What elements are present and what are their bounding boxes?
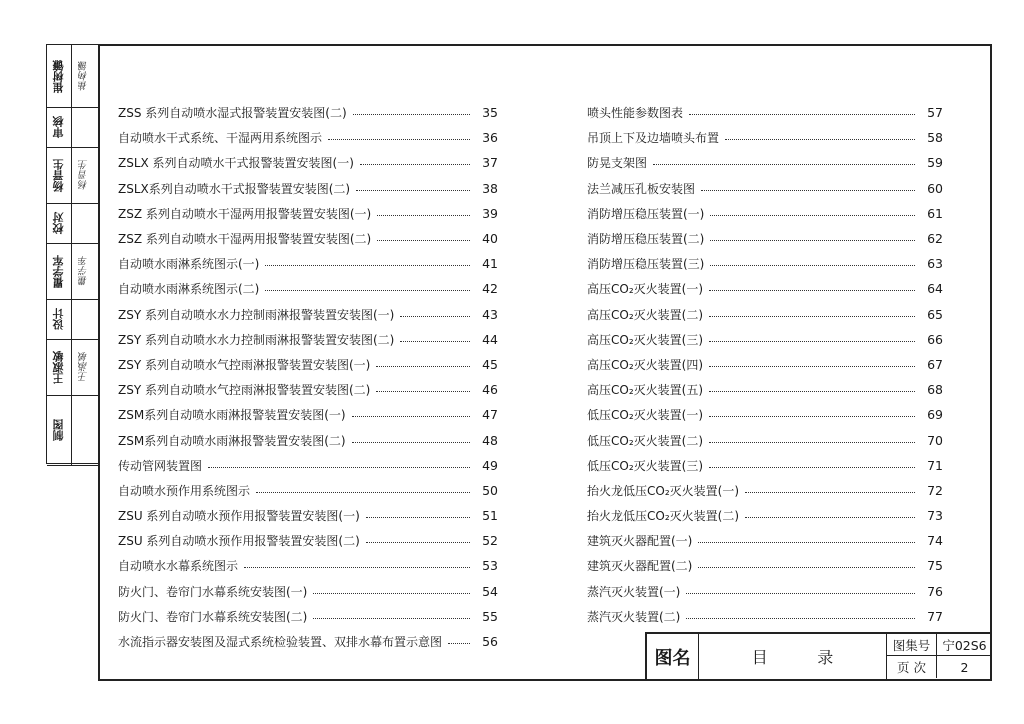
toc-entry-title: 蒸汽灭火装置(二)	[587, 609, 681, 624]
toc-entry-page: 57	[927, 105, 943, 121]
toc-dot-leader	[725, 139, 915, 140]
toc-entry-title: 消防增压稳压装置(一)	[587, 206, 705, 221]
toc-entry-page: 43	[482, 306, 498, 322]
signature-role-text: 王淑敏	[52, 350, 65, 384]
toc-entry	[118, 352, 498, 377]
toc-entry	[118, 226, 498, 251]
toc-entry-page: 53	[482, 558, 498, 574]
toc-entry	[587, 226, 943, 251]
toc-entry-title: 建筑灭火器配置(二)	[587, 559, 693, 574]
toc-entry-title: ZSU 系列自动喷水预作用报警装置安装图(一)	[118, 509, 360, 524]
toc-entry-title: 抬火龙低压CO₂灭火装置(一)	[587, 483, 739, 498]
toc-entry-page: 55	[482, 608, 498, 624]
title-block	[645, 632, 990, 679]
toc-entry	[118, 579, 498, 604]
toc-entry-page: 66	[927, 331, 943, 347]
atlas-number-value: 宁02S6	[937, 634, 992, 656]
signature-row	[47, 45, 98, 108]
toc-entry-title: 自动喷水雨淋系统图示(二)	[118, 282, 260, 297]
toc-entry-title: ZSS 系列自动喷水湿式报警装置安装图(二)	[118, 106, 347, 121]
toc-entry-page: 61	[927, 205, 943, 221]
toc-dot-leader	[400, 316, 470, 317]
toc-entry-title: 防火门、卷帘门水幕系统安装图(一)	[118, 584, 308, 599]
toc-entry	[118, 251, 498, 276]
toc-dot-leader	[686, 593, 915, 594]
toc-entry	[118, 402, 498, 427]
signature-role	[47, 299, 72, 339]
toc-entry	[118, 100, 498, 125]
atlas-number-label: 图集号	[887, 634, 937, 656]
signature-role	[47, 395, 72, 465]
toc-entry-page: 76	[927, 583, 943, 599]
toc-right-column	[587, 100, 943, 629]
signature-row	[47, 299, 98, 340]
toc-entry-title: ZSY 系列自动喷水水力控制雨淋报警装置安装图(二)	[118, 332, 395, 347]
signature-text: 王淑敏	[79, 352, 90, 382]
toc-entry-page: 60	[927, 180, 943, 196]
toc-dot-leader	[366, 542, 470, 543]
toc-dot-leader	[366, 517, 470, 518]
toc-entry-page: 45	[482, 356, 498, 372]
toc-entry-title: 低压CO₂灭火装置(一)	[587, 408, 703, 423]
toc-dot-leader	[208, 467, 470, 468]
toc-entry-title: 高压CO₂灭火装置(四)	[587, 357, 703, 372]
toc-entry-title: ZSLX 系列自动喷水干式报警装置安装图(一)	[118, 156, 354, 171]
toc-entry-title: 自动喷水干式系统、干湿两用系统图示	[118, 131, 323, 146]
toc-entry-title: ZSM系列自动喷水雨淋报警装置安装图(二)	[118, 433, 346, 448]
toc-entry	[118, 150, 498, 175]
toc-entry-page: 49	[482, 457, 498, 473]
toc-dot-leader	[709, 341, 915, 342]
toc-entry-page: 52	[482, 533, 498, 549]
drawing-name-label: 图名	[647, 634, 699, 679]
toc-entry-title: 高压CO₂灭火装置(三)	[587, 332, 703, 347]
handwritten-signature	[71, 147, 98, 203]
toc-entry-title: 水流指示器安装图及湿式系统检验装置、双排水幕布置示意图	[118, 635, 443, 650]
signature-role-text: 崔树镰	[52, 59, 65, 93]
signature-role-text: 瞿学军	[52, 254, 65, 288]
signature-row	[47, 339, 98, 396]
toc-entry-page: 54	[482, 583, 498, 599]
toc-entry-page: 74	[927, 533, 943, 549]
toc-entry-page: 77	[927, 608, 943, 624]
handwritten-signature	[71, 299, 98, 339]
toc-entry	[118, 503, 498, 528]
toc-entry-title: 蒸汽灭火装置(一)	[587, 584, 681, 599]
toc-entry-page: 40	[482, 231, 498, 247]
toc-dot-leader	[360, 164, 470, 165]
toc-entry-title: ZSY 系列自动喷水气控雨淋报警装置安装图(二)	[118, 383, 371, 398]
toc-entry-page: 35	[482, 105, 498, 121]
toc-entry-page: 56	[482, 634, 498, 650]
toc-dot-leader	[709, 416, 915, 417]
signature-row	[47, 395, 98, 466]
toc-dot-leader	[709, 316, 915, 317]
toc-entry-title: ZSZ 系列自动喷水干湿两用报警装置安装图(一)	[118, 206, 372, 221]
toc-entry-title: 高压CO₂灭火装置(二)	[587, 307, 703, 322]
toc-entry	[118, 276, 498, 301]
toc-entry-page: 47	[482, 407, 498, 423]
toc-entry-page: 63	[927, 256, 943, 272]
toc-entry-page: 48	[482, 432, 498, 448]
toc-left-column	[118, 100, 498, 654]
signature-text: 杨晋生	[79, 160, 90, 190]
toc-dot-leader	[352, 416, 470, 417]
signature-role	[47, 339, 72, 395]
toc-entry-page: 64	[927, 281, 943, 297]
handwritten-signature	[71, 339, 98, 395]
drawing-title	[699, 634, 887, 679]
page-number-value: 2	[960, 659, 969, 675]
toc-entry	[587, 604, 943, 629]
toc-entry-page: 67	[927, 356, 943, 372]
toc-entry	[118, 478, 498, 503]
toc-dot-leader	[698, 567, 915, 568]
signature-text: 崔树镰	[79, 61, 90, 91]
toc-entry-page: 68	[927, 382, 943, 398]
toc-entry	[118, 125, 498, 150]
toc-entry-title: 自动喷水雨淋系统图示(一)	[118, 257, 260, 272]
drawing-title-char: 录	[817, 648, 834, 667]
toc-entry-title: ZSLX系列自动喷水干式报警装置安装图(二)	[118, 181, 351, 196]
toc-entry-page: 51	[482, 508, 498, 524]
toc-entry	[118, 201, 498, 226]
toc-entry	[118, 302, 498, 327]
toc-entry	[118, 453, 498, 478]
handwritten-signature	[71, 107, 98, 147]
toc-entry-title: ZSU 系列自动喷水预作用报警装置安装图(二)	[118, 534, 360, 549]
toc-entry	[118, 377, 498, 402]
signature-text: 瞿学军	[79, 256, 90, 286]
toc-entry	[587, 150, 943, 175]
toc-dot-leader	[356, 190, 470, 191]
toc-dot-leader	[328, 139, 470, 140]
toc-dot-leader	[653, 164, 915, 165]
toc-entry-title: 传动管网装置图	[118, 458, 203, 473]
toc-entry	[587, 251, 943, 276]
handwritten-signature	[71, 203, 98, 243]
toc-entry-page: 62	[927, 231, 943, 247]
signature-role-text: 设计	[52, 308, 65, 330]
signature-role	[47, 45, 72, 107]
toc-entry	[118, 553, 498, 578]
toc-dot-leader	[352, 442, 470, 443]
toc-entry-title: ZSZ 系列自动喷水干湿两用报警装置安装图(二)	[118, 232, 372, 247]
toc-entry-title: 建筑灭火器配置(一)	[587, 534, 693, 549]
signature-role-text: 审核	[52, 116, 65, 138]
toc-dot-leader	[745, 517, 915, 518]
toc-entry	[587, 402, 943, 427]
toc-dot-leader	[377, 215, 470, 216]
toc-entry-page: 59	[927, 155, 943, 171]
toc-entry-title: ZSY 系列自动喷水气控雨淋报警装置安装图(一)	[118, 357, 371, 372]
toc-entry-page: 69	[927, 407, 943, 423]
toc-dot-leader	[698, 542, 915, 543]
toc-entry-page: 46	[482, 382, 498, 398]
page-number-label: 页 次	[887, 656, 937, 678]
toc-dot-leader	[448, 643, 470, 644]
signature-role	[47, 147, 72, 203]
toc-dot-leader	[710, 265, 915, 266]
toc-dot-leader	[256, 492, 470, 493]
toc-entry	[587, 176, 943, 201]
signature-row	[47, 243, 98, 300]
signature-role	[47, 243, 72, 299]
toc-entry	[118, 427, 498, 452]
toc-entry-page: 36	[482, 130, 498, 146]
toc-dot-leader	[400, 341, 470, 342]
toc-entry-title: 喷头性能参数图表	[587, 106, 684, 121]
toc-entry-title: 低压CO₂灭火装置(三)	[587, 458, 703, 473]
toc-entry-title: 自动喷水水幕系统图示	[118, 559, 239, 574]
signature-row	[47, 107, 98, 148]
toc-entry-page: 71	[927, 457, 943, 473]
toc-entry	[587, 100, 943, 125]
toc-entry	[587, 327, 943, 352]
toc-dot-leader	[689, 114, 915, 115]
toc-entry	[587, 427, 943, 452]
toc-entry	[587, 125, 943, 150]
toc-entry	[587, 302, 943, 327]
toc-dot-leader	[710, 240, 915, 241]
handwritten-signature	[71, 45, 98, 107]
toc-entry	[587, 377, 943, 402]
toc-entry-page: 72	[927, 482, 943, 498]
toc-entry	[118, 176, 498, 201]
toc-dot-leader	[745, 492, 915, 493]
toc-entry-page: 75	[927, 558, 943, 574]
toc-entry	[587, 453, 943, 478]
toc-entry	[587, 528, 943, 553]
toc-entry-title: 法兰减压孔板安装图	[587, 181, 696, 196]
toc-entry-page: 41	[482, 256, 498, 272]
drawing-title-char: 目	[751, 648, 768, 667]
toc-entry-page: 70	[927, 432, 943, 448]
signature-role	[47, 107, 72, 147]
toc-entry	[587, 553, 943, 578]
toc-entry-page: 58	[927, 130, 943, 146]
toc-entry-title: 防火门、卷帘门水幕系统安装图(二)	[118, 609, 308, 624]
toc-entry-page: 44	[482, 331, 498, 347]
signature-role-text: 制图	[52, 419, 65, 441]
signature-role-text: 校对	[52, 212, 65, 234]
toc-entry	[587, 478, 943, 503]
toc-entry-page: 37	[482, 155, 498, 171]
toc-dot-leader	[313, 618, 470, 619]
toc-entry-title: ZSM系列自动喷水雨淋报警装置安装图(一)	[118, 408, 346, 423]
toc-dot-leader	[265, 290, 470, 291]
toc-entry	[118, 327, 498, 352]
toc-dot-leader	[709, 290, 915, 291]
toc-entry-page: 50	[482, 482, 498, 498]
handwritten-signature	[71, 395, 98, 465]
toc-dot-leader	[709, 467, 915, 468]
toc-dot-leader	[376, 366, 470, 367]
toc-entry	[587, 201, 943, 226]
toc-dot-leader	[709, 391, 915, 392]
toc-entry-title: 防晃支架图	[587, 156, 648, 171]
toc-entry-title: 低压CO₂灭火装置(二)	[587, 433, 703, 448]
toc-dot-leader	[701, 190, 915, 191]
toc-entry-title: 抬火龙低压CO₂灭火装置(二)	[587, 509, 739, 524]
toc-dot-leader	[376, 391, 470, 392]
signature-strip	[46, 44, 98, 464]
toc-entry	[118, 528, 498, 553]
toc-dot-leader	[710, 215, 915, 216]
toc-entry	[118, 604, 498, 629]
toc-entry	[587, 503, 943, 528]
toc-entry-title: 吊顶上下及边墙喷头布置	[587, 131, 720, 146]
toc-dot-leader	[313, 593, 470, 594]
toc-entry	[587, 352, 943, 377]
toc-entry-title: 自动喷水预作用系统图示	[118, 483, 251, 498]
toc-dot-leader	[377, 240, 470, 241]
toc-entry-page: 42	[482, 281, 498, 297]
handwritten-signature	[71, 243, 98, 299]
toc-entry-title: ZSY 系列自动喷水水力控制雨淋报警装置安装图(一)	[118, 307, 395, 322]
toc-entry-title: 消防增压稳压装置(二)	[587, 232, 705, 247]
toc-dot-leader	[709, 442, 915, 443]
toc-dot-leader	[686, 618, 915, 619]
toc-entry	[587, 276, 943, 301]
toc-entry	[118, 629, 498, 654]
toc-entry-page: 39	[482, 205, 498, 221]
signature-role-text: 杨晋生	[52, 158, 65, 192]
toc-entry-page: 65	[927, 306, 943, 322]
toc-dot-leader	[353, 114, 470, 115]
signature-role	[47, 203, 72, 243]
toc-entry-title: 消防增压稳压装置(三)	[587, 257, 705, 272]
toc-entry-title: 高压CO₂灭火装置(五)	[587, 383, 703, 398]
toc-dot-leader	[265, 265, 470, 266]
toc-entry-page: 38	[482, 180, 498, 196]
toc-entry	[587, 579, 943, 604]
signature-row	[47, 203, 98, 244]
toc-dot-leader	[709, 366, 915, 367]
toc-entry-title: 高压CO₂灭火装置(一)	[587, 282, 703, 297]
toc-entry-page: 73	[927, 508, 943, 524]
toc-dot-leader	[244, 567, 470, 568]
signature-row	[47, 147, 98, 204]
